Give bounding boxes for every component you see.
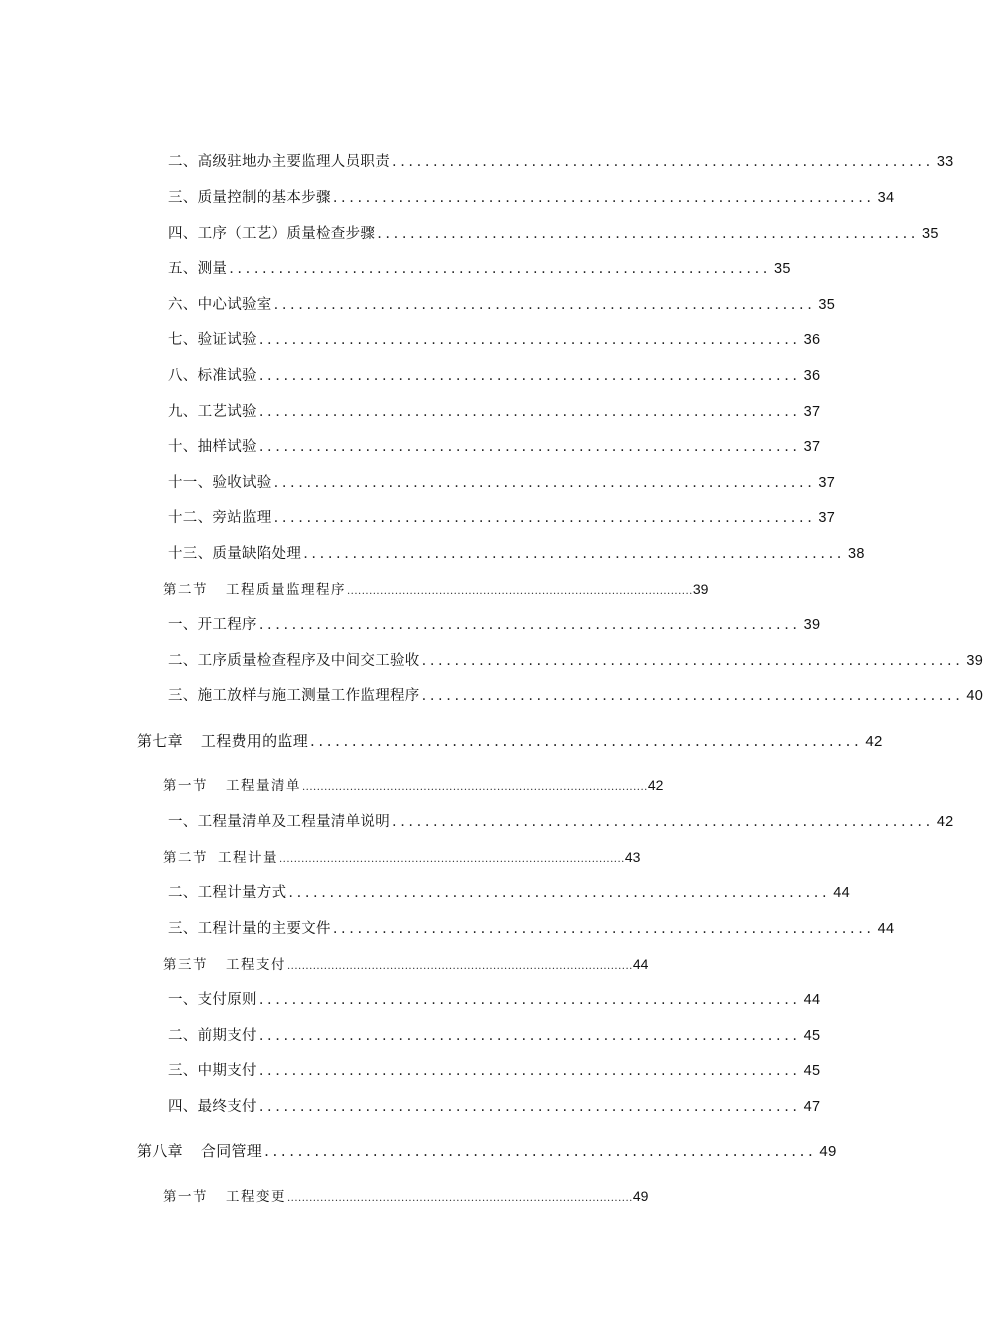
toc-item[interactable] — [168, 435, 821, 456]
toc-section-title: 工程变更 — [226, 1189, 286, 1205]
toc-item[interactable] — [168, 506, 836, 527]
toc-leader-dots: .................................................................. — [332, 190, 875, 206]
toc-item[interactable] — [168, 293, 836, 314]
toc-page-number: 42 — [936, 814, 954, 830]
toc-item-label: 二、高级驻地办主要监理人员职责 — [168, 154, 390, 170]
toc-section[interactable] — [163, 578, 709, 598]
toc-item-label: 一、支付原则 — [168, 992, 257, 1008]
toc-page-number: 44 — [632, 956, 649, 972]
toc-chapter-label — [137, 1140, 262, 1161]
toc-section-number: 第一节 — [163, 778, 208, 794]
toc-page-number: 44 — [833, 885, 850, 901]
toc-page-number: 35 — [774, 261, 791, 277]
toc-section-title: 工程支付 — [226, 957, 286, 973]
toc-leader-dots: .................................................................. — [229, 261, 772, 277]
toc-chapter[interactable] — [137, 730, 883, 751]
toc-page-number: 49 — [632, 1188, 649, 1204]
toc-leader-dots: .................................................................. — [310, 732, 863, 750]
toc-leader-dots: .................................................................. — [421, 653, 964, 669]
toc-leader-dots: .................................................................. — [273, 510, 816, 526]
toc-item[interactable] — [168, 917, 895, 938]
toc-item-label: 十三、质量缺陷处理 — [168, 546, 302, 562]
toc-chapter-number: 第七章 — [137, 732, 183, 750]
toc-page-number: 44 — [877, 921, 895, 937]
toc-item[interactable] — [168, 988, 821, 1009]
toc-section-number: 第二节 — [163, 850, 208, 866]
toc-section-title: 工程质量监理程序 — [226, 582, 346, 598]
toc-section-number: 第二节 — [163, 582, 208, 598]
toc-page-number: 33 — [936, 154, 954, 170]
toc-leader-dots: .................................................................. — [421, 688, 964, 704]
toc-item-label: 九、工艺试验 — [168, 404, 257, 420]
toc-page-number: 45 — [803, 1063, 821, 1079]
toc-section-number: 第一节 — [163, 1189, 208, 1205]
toc-section-label — [163, 953, 286, 973]
toc-item[interactable] — [168, 364, 821, 385]
toc-item[interactable] — [168, 328, 821, 349]
toc-leader-dots: .................................................................. — [258, 1099, 801, 1115]
toc-section-label — [163, 846, 278, 866]
toc-page-number: 42 — [647, 777, 664, 793]
toc-item-label: 五、测量 — [168, 261, 228, 277]
toc-section-label — [163, 1185, 286, 1205]
toc-leader-dots: .................................................................. — [273, 475, 816, 491]
toc-item[interactable] — [168, 542, 865, 563]
toc-item-label: 四、工序（工艺）质量检查步骤 — [168, 226, 376, 242]
toc-leader-dots: .................................................................. — [273, 297, 816, 313]
toc-chapter-number: 第八章 — [137, 1142, 183, 1160]
toc-leader-dots: .................................................................. — [258, 992, 801, 1008]
toc-leader-dots: .................................................................. — [258, 1063, 801, 1079]
toc-leader-dots: .................................................................. — [258, 332, 801, 348]
toc-leader-dots: .................................................................. — [392, 154, 934, 170]
toc-page-number: 37 — [818, 475, 836, 491]
toc-section-title: 工程计量 — [218, 850, 278, 866]
toc-leader-dots: .................................................................. — [264, 1142, 817, 1160]
toc-page-number: 37 — [803, 404, 821, 420]
toc-item[interactable] — [168, 613, 821, 634]
toc-leader-dots: .................................................................. — [392, 814, 934, 830]
toc-item[interactable] — [168, 649, 983, 670]
toc-item[interactable] — [168, 881, 850, 902]
toc-item[interactable] — [168, 150, 954, 171]
toc-section[interactable] — [163, 774, 664, 794]
toc-page-number: 37 — [803, 439, 821, 455]
toc-page-number: 45 — [803, 1028, 821, 1044]
toc-section-number: 第三节 — [163, 957, 208, 973]
toc-page-number: 36 — [803, 332, 821, 348]
toc-item-label: 七、验证试验 — [168, 332, 257, 348]
toc-page-number: 39 — [966, 653, 983, 669]
toc-chapter-label — [137, 730, 308, 751]
toc-item-label: 十一、验收试验 — [168, 475, 272, 491]
toc-leader-dots: .............................................................................................. — [287, 1193, 633, 1204]
toc-item[interactable] — [168, 471, 836, 492]
toc-item[interactable] — [168, 400, 821, 421]
toc-page-number: 36 — [803, 368, 821, 384]
toc-chapter[interactable] — [137, 1140, 837, 1161]
toc-leader-dots: .................................................................. — [258, 1028, 801, 1044]
toc-leader-dots: .................................................................. — [288, 885, 831, 901]
toc-item-label: 二、工程计量方式 — [168, 885, 287, 901]
toc-section[interactable] — [163, 1185, 649, 1205]
toc-section[interactable] — [163, 953, 649, 973]
toc-item-label: 一、工程量清单及工程量清单说明 — [168, 814, 390, 830]
toc-item-label: 十、抽样试验 — [168, 439, 257, 455]
toc-page-number: 39 — [692, 581, 709, 597]
toc-leader-dots: .............................................................................................. — [287, 961, 633, 972]
toc-item-label: 十二、旁站监理 — [168, 510, 272, 526]
toc-page-number: 35 — [818, 297, 836, 313]
toc-leader-dots: .................................................................. — [258, 404, 801, 420]
toc-item-label: 三、中期支付 — [168, 1063, 257, 1079]
toc-page-number: 40 — [966, 688, 983, 704]
toc-item[interactable] — [168, 684, 983, 705]
toc-page-number: 37 — [818, 510, 836, 526]
toc-page-number: 34 — [877, 190, 895, 206]
toc-item-label: 一、开工程序 — [168, 617, 257, 633]
toc-item[interactable] — [168, 222, 939, 243]
toc-page-number: 35 — [922, 226, 939, 242]
toc-item[interactable] — [168, 186, 895, 207]
toc-section[interactable] — [163, 846, 641, 866]
toc-page-number: 49 — [819, 1143, 837, 1160]
toc-section-label — [163, 774, 301, 794]
toc-item[interactable] — [168, 1059, 821, 1080]
toc-leader-dots: .............................................................................................. — [279, 854, 625, 865]
toc-item-label: 二、工序质量检查程序及中间交工验收 — [168, 653, 420, 669]
toc-page-number: 43 — [624, 849, 641, 865]
toc-leader-dots: .............................................................................................. — [347, 586, 693, 597]
toc-item[interactable] — [168, 810, 954, 831]
toc-item[interactable] — [168, 1095, 821, 1116]
toc-leader-dots: .................................................................. — [303, 546, 846, 562]
toc-item-label: 三、工程计量的主要文件 — [168, 921, 331, 937]
toc-page-number: 39 — [803, 617, 821, 633]
toc-section-label — [163, 578, 346, 598]
toc-leader-dots: .................................................................. — [258, 368, 801, 384]
toc-item-label: 三、质量控制的基本步骤 — [168, 190, 331, 206]
toc-leader-dots: .................................................................. — [332, 921, 875, 937]
toc-item[interactable] — [168, 257, 791, 278]
toc-leader-dots: .............................................................................................. — [302, 782, 648, 793]
toc-chapter-title: 合同管理 — [200, 1142, 263, 1160]
toc-leader-dots: .................................................................. — [258, 617, 801, 633]
toc-item[interactable] — [168, 1024, 821, 1045]
toc-page-number: 47 — [803, 1099, 821, 1115]
toc-leader-dots: .................................................................. — [377, 226, 920, 242]
toc-item-label: 二、前期支付 — [168, 1028, 257, 1044]
toc-chapter-title: 工程费用的监理 — [200, 732, 309, 750]
toc-item-label: 三、施工放样与施工测量工作监理程序 — [168, 688, 420, 704]
toc-page-number: 38 — [848, 546, 865, 562]
toc-item-label: 四、最终支付 — [168, 1099, 257, 1115]
toc-item-label: 八、标准试验 — [168, 368, 257, 384]
toc-page-number: 44 — [803, 992, 821, 1008]
toc-page-number: 42 — [865, 733, 883, 750]
toc-item-label: 六、中心试验室 — [168, 297, 272, 313]
toc-section-title: 工程量清单 — [226, 778, 301, 794]
toc-leader-dots: .................................................................. — [258, 439, 801, 455]
